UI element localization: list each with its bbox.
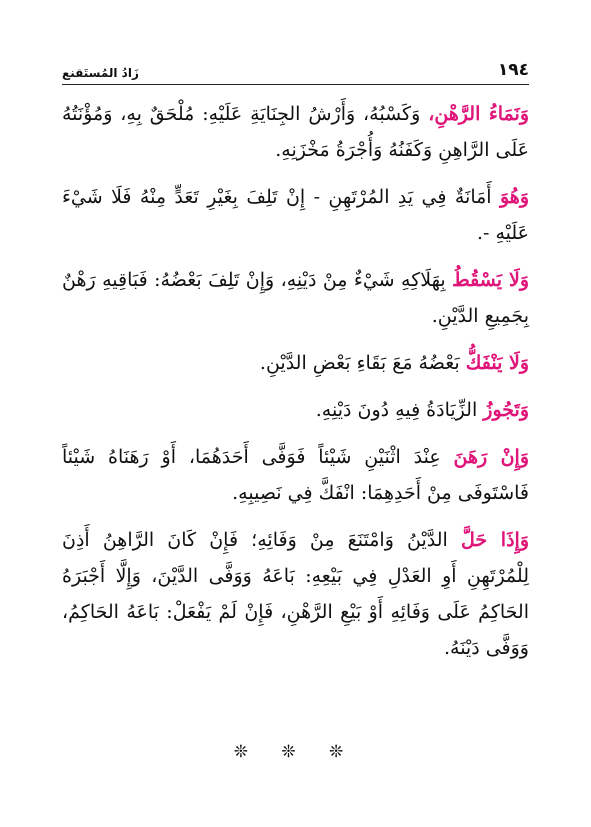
paragraph xyxy=(62,522,529,666)
paragraph xyxy=(62,262,529,334)
paragraph xyxy=(62,179,529,251)
page-number: ١٩٤ xyxy=(497,60,529,80)
header-divider xyxy=(62,84,529,85)
section-separator: ❊ ❊ ❊ xyxy=(233,742,358,762)
page-body xyxy=(62,96,529,677)
paragraph-text: بِهَلَاكِهِ شَيْءٌ مِنْ دَيْنِهِ، وَإِنْ تَلِفَ بَعْضُهُ: فَبَاقِيهِ رَهْنٌ بِجَمِيعِ الدَّيْنِ. xyxy=(62,269,529,327)
paragraph-text: الزِّيَادَةُ فِيهِ دُونَ دَيْنِهِ. xyxy=(315,399,484,421)
keyword: وَهُوَ xyxy=(499,186,529,208)
paragraph-text: وَكَسْبُهُ، وَأَرْشُ الجِنَايَةِ عَلَيْهِ: مُلْحَقٌ بِهِ، وَمُؤْنَتُهُ عَلَى الرَّاهِنِ وَكَفَنُهُ وَأُجْرَةُ مَخْزَنِهِ. xyxy=(62,103,529,161)
book-title: زَادُ المُستَقنع xyxy=(62,66,139,80)
keyword: وَنَمَاءُ الرَّهْنِ، xyxy=(428,103,529,125)
page-header xyxy=(62,58,529,80)
keyword: وَلَا يَنْفَكُّ xyxy=(465,352,529,374)
keyword: وَلَا يَسْقُطُ xyxy=(452,269,529,291)
paragraph xyxy=(62,439,529,511)
keyword: وَإِذَا حَلَّ xyxy=(460,529,529,551)
paragraph xyxy=(62,345,529,381)
paragraph-text: عِنْدَ اثْنَيْنِ شَيْئاً فَوَفَّى أَحَدَهُمَا، أَوْ رَهَنَاهُ شَيْئاً فَاسْتَوفَى مِنْ أَحَدِهِمَا: انْفَكَّ فِي نَصِيبِهِ. xyxy=(62,446,529,504)
keyword: وَإِنْ رَهَنَ xyxy=(453,446,529,468)
paragraph xyxy=(62,96,529,168)
paragraph xyxy=(62,392,529,428)
paragraph-text: الدَّيْنُ وَامْتَنَعَ مِنْ وَفَائِهِ؛ فَإِنْ كَانَ الرَّاهِنُ أَذِنَ لِلْمُرْتَهِنِ أَوِ العَدْلِ فِي بَيْعِهِ: بَاعَهُ وَوَفَّى الدَّيْنَ، وَإِلَّا أَجْبَرَهُ الحَاكِمُ عَلَى وَفَائِهِ أَوْ بَيْعِ الرَّهْنِ، فَإِنْ لَمْ يَفْعَلْ: بَاعَهُ الحَاكِمُ، وَوَفَّى دَيْنَهُ. xyxy=(62,529,529,659)
keyword: وَتَجُوزُ xyxy=(483,399,529,421)
paragraph-text: أَمَانَةٌ فِي يَدِ المُرْتَهِنِ - إِنْ تَلِفَ بِغَيْرِ تَعَدٍّ مِنْهُ فَلَا شَيْءَ عَلَيْهِ -. xyxy=(62,186,529,244)
paragraph-text: بَعْضُهُ مَعَ بَقَاءِ بَعْضِ الدَّيْنِ. xyxy=(259,352,466,374)
